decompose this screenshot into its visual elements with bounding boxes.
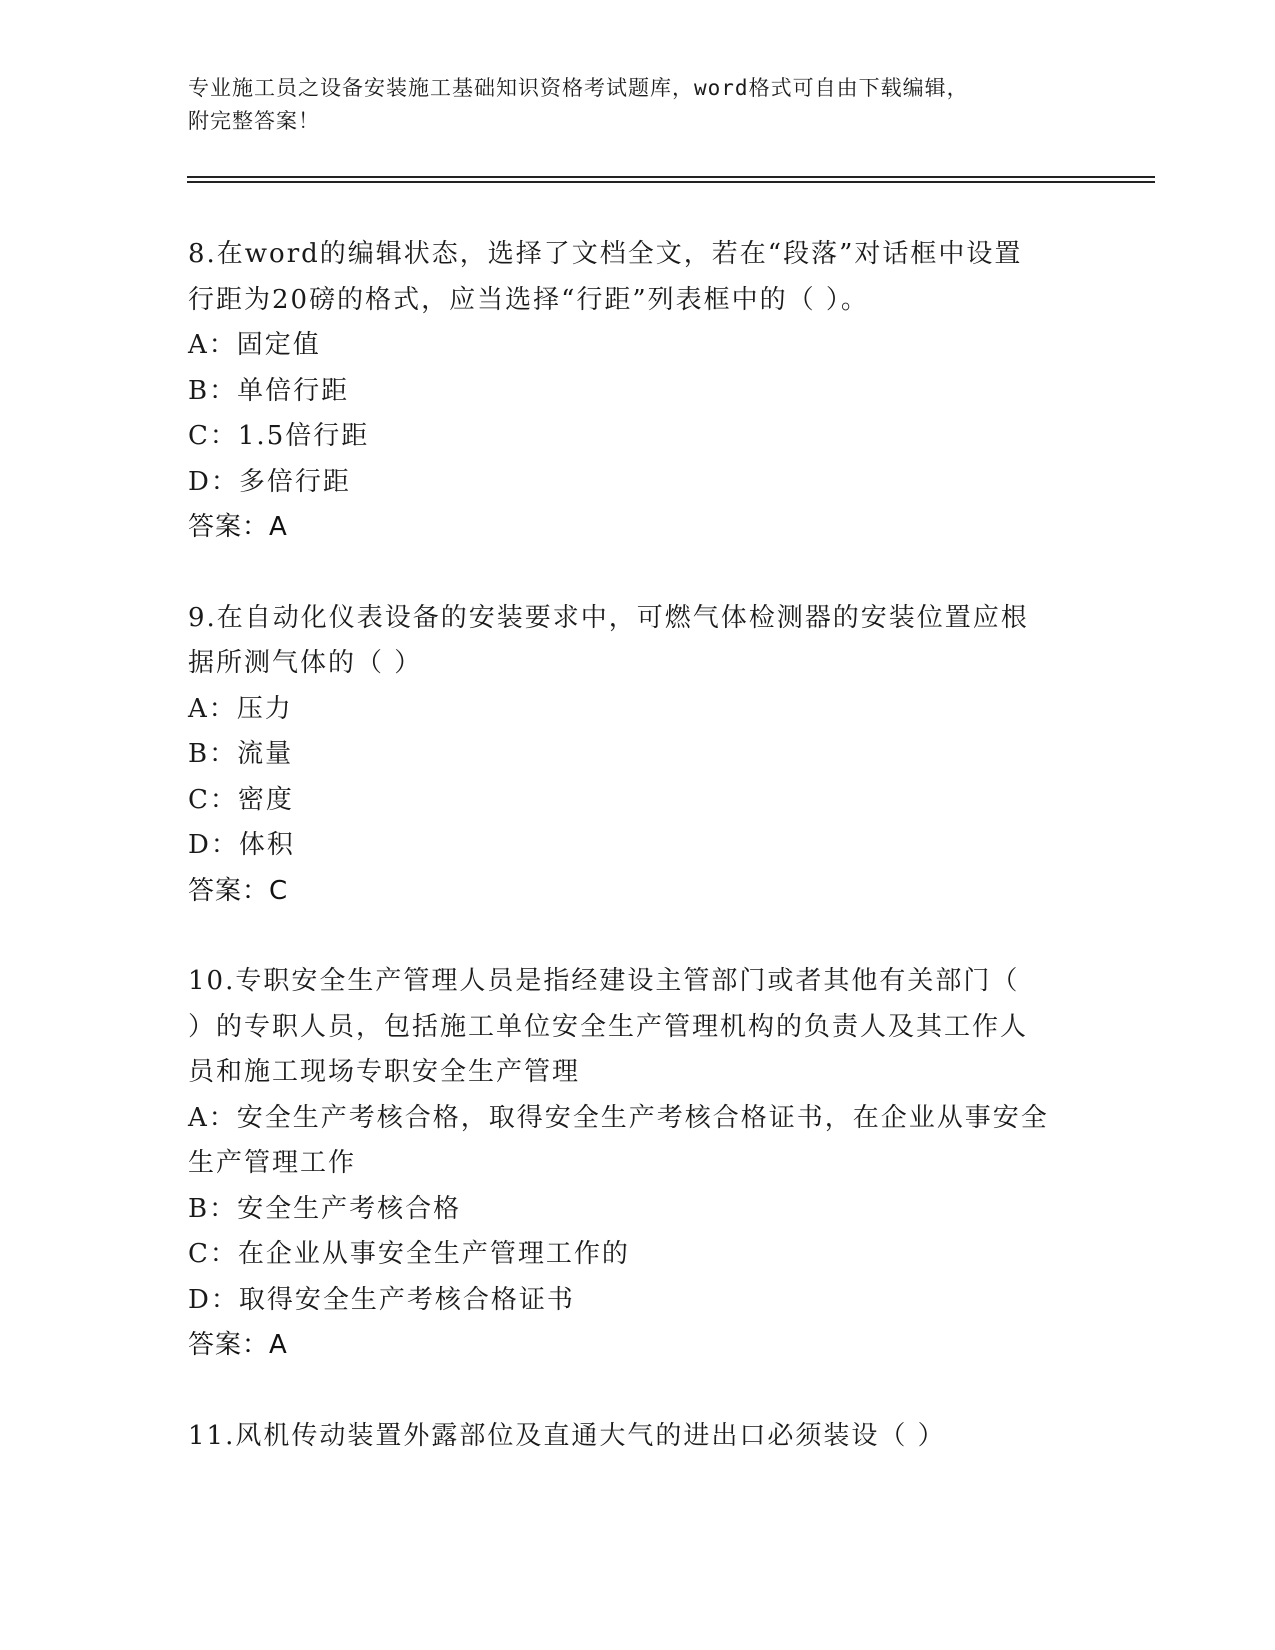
question-text-line: 8.在word的编辑状态，选择了文档全文，若在“段落”对话框中设置 xyxy=(188,239,1023,269)
question-list xyxy=(188,232,1088,1504)
question-text-line: ）的专职人员，包括施工单位安全生产管理机构的负责人及其工作人 xyxy=(188,1011,1029,1042)
question-block xyxy=(188,1414,1088,1460)
document-header xyxy=(188,72,1068,138)
header-divider-bottom xyxy=(187,181,1155,183)
option-line: D：多倍行距 xyxy=(188,466,351,497)
option-line: B：流量 xyxy=(188,739,294,769)
option-line: A：压力 xyxy=(188,693,293,724)
question-block xyxy=(188,232,1088,551)
option-line: 生产管理工作 xyxy=(188,1148,357,1178)
header-line-1: 专业施工员之设备安装施工基础知识资格考试题库，word格式可自由下载编辑， xyxy=(188,76,969,100)
question-text-line: 9.在自动化仪表设备的安装要求中，可燃气体检测器的安装位置应根 xyxy=(188,602,1029,633)
option-line: A：固定值 xyxy=(188,330,321,360)
answer-line: 答案：A xyxy=(188,512,288,542)
option-line: D：体积 xyxy=(188,830,295,860)
option-line: C：1.5倍行距 xyxy=(188,421,370,451)
header-divider-top xyxy=(187,176,1155,178)
question-text-line: 11.风机传动装置外露部位及直通大气的进出口必须装设（ ） xyxy=(188,1420,946,1451)
option-line: D：取得安全生产考核合格证书 xyxy=(188,1284,575,1315)
answer-line: 答案：A xyxy=(188,1330,288,1360)
question-text-line: 10.专职安全生产管理人员是指经建设主管部门或者其他有关部门（ xyxy=(188,966,1020,996)
answer-line: 答案：C xyxy=(188,875,289,906)
option-line: B：单倍行距 xyxy=(188,375,350,406)
option-line: A：安全生产考核合格，取得安全生产考核合格证书，在企业从事安全 xyxy=(188,1102,1049,1133)
question-block xyxy=(188,959,1088,1369)
question-text-line: 据所测气体的（ ） xyxy=(188,648,423,678)
question-block xyxy=(188,596,1088,915)
option-line: C：在企业从事安全生产管理工作的 xyxy=(188,1239,630,1269)
option-line: B：安全生产考核合格 xyxy=(188,1193,462,1224)
question-text-line: 行距为20磅的格式，应当选择“行距”列表框中的（ ）。 xyxy=(188,284,869,315)
question-text-line: 员和施工现场专职安全生产管理 xyxy=(188,1057,581,1087)
option-line: C：密度 xyxy=(188,784,294,815)
header-line-2: 附完整答案！ xyxy=(188,109,320,133)
